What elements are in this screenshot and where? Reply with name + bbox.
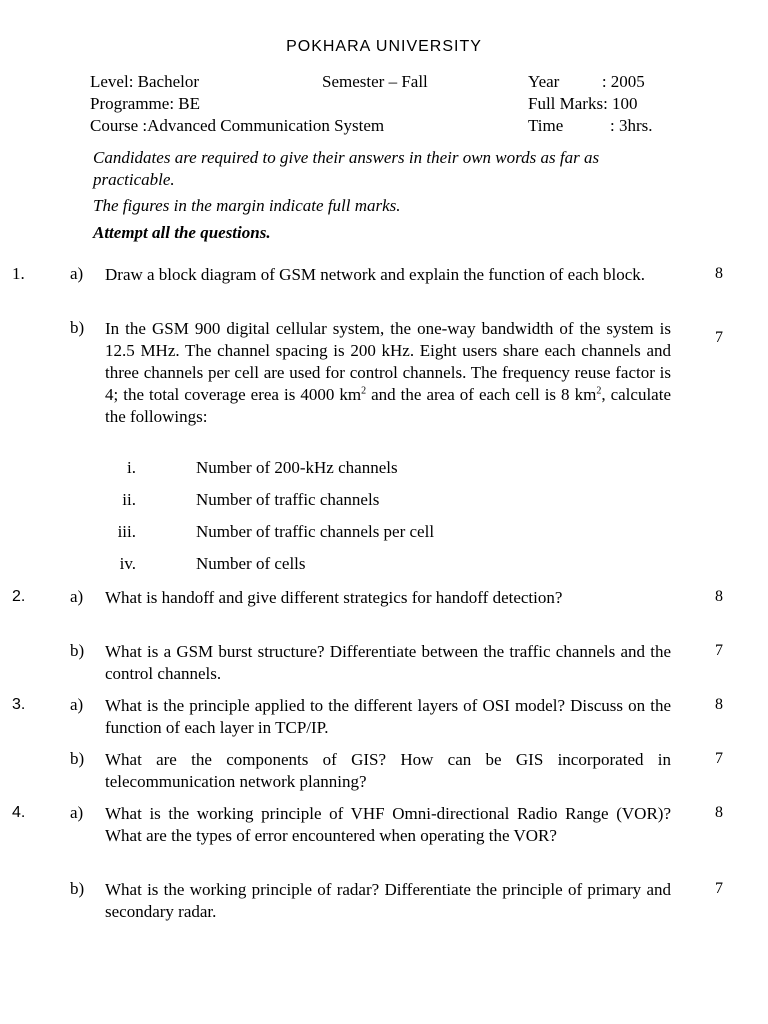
question-number: 1.: [12, 264, 25, 283]
question-text: What is the working principle of radar? Differentiate the principle of primary and secondary radar.: [105, 880, 671, 921]
part-label: b): [70, 749, 85, 768]
subitem-text: Number of cells: [196, 554, 306, 573]
part-label: a): [70, 695, 84, 714]
question-number: 2.: [12, 588, 26, 605]
marks: 8: [715, 588, 723, 605]
question-text: What are the components of GIS? How can be GIS incorporated in telecommunication network planning?: [105, 750, 671, 791]
question-text: What is the working principle of VHF Omni-directional Radio Range (VOR)? What are the types of error encountered when operating the VOR?: [105, 804, 671, 845]
question-number: 3.: [12, 696, 26, 713]
marks: 7: [715, 642, 723, 659]
subitem-label: i.: [127, 458, 136, 477]
question-number: 4.: [12, 804, 26, 821]
marks: 8: [715, 804, 723, 821]
part-label: b): [70, 641, 85, 660]
subitem-label: iv.: [119, 554, 136, 573]
question-text: Draw a block diagram of GSM network and explain the function of each block.: [105, 265, 646, 284]
marks: 7: [715, 880, 723, 897]
part-label: a): [70, 587, 84, 606]
instruction-margin-marks: The figures in the margin indicate full marks.: [93, 196, 401, 215]
question-text: What is handoff and give different strategics for handoff detection?: [105, 588, 563, 607]
year-field: Year : 2005: [528, 72, 645, 91]
part-label: a): [70, 264, 84, 283]
part-label: b): [70, 879, 85, 898]
marks: 8: [715, 696, 723, 713]
question-text: In the GSM 900 digital cellular system, the one-way bandwidth of the system is 12.5 MHz. The channel spacing is 200 kHz. Eight users share each channels and three channels per cell are used for control channels. The frequency reuse factor is 4; the total coverage erea is 4000 $km^2$ and the area of each cell is 8 $km^2$, calculate the followings:: [105, 319, 671, 426]
semester-field: Semester – Fall: [322, 72, 428, 91]
subitem-text: Number of traffic channels: [196, 490, 380, 509]
question-text: What is the principle applied to the different layers of OSI model? Discuss on the function of each layer in TCP/IP.: [105, 696, 671, 737]
question-text: What is a GSM burst structure? Differentiate between the traffic channels and the control channels.: [105, 642, 671, 683]
marks: 8: [715, 265, 723, 282]
part-label: b): [70, 318, 85, 337]
subitem-label: iii.: [117, 522, 136, 541]
marks: 7: [715, 329, 723, 346]
instruction-own-words: Candidates are required to give their answers in their own words as far as practicable.: [93, 148, 600, 189]
time-field: Time : 3hrs.: [528, 116, 653, 135]
part-label: a): [70, 803, 84, 822]
university-title: POKHARA UNIVERSITY: [286, 38, 482, 55]
subitem-label: ii.: [122, 490, 136, 509]
course-field: Course :Advanced Communication System: [90, 116, 385, 135]
marks: 7: [715, 750, 723, 767]
subitem-text: Number of traffic channels per cell: [196, 522, 435, 541]
full-marks-field: Full Marks: 100: [528, 94, 638, 113]
subitem-text: Number of 200-kHz channels: [196, 458, 398, 477]
programme-field: Programme: BE: [90, 94, 201, 113]
instruction-attempt-all: Attempt all the questions.: [93, 223, 271, 242]
level-field: Level: Bachelor: [90, 72, 200, 91]
